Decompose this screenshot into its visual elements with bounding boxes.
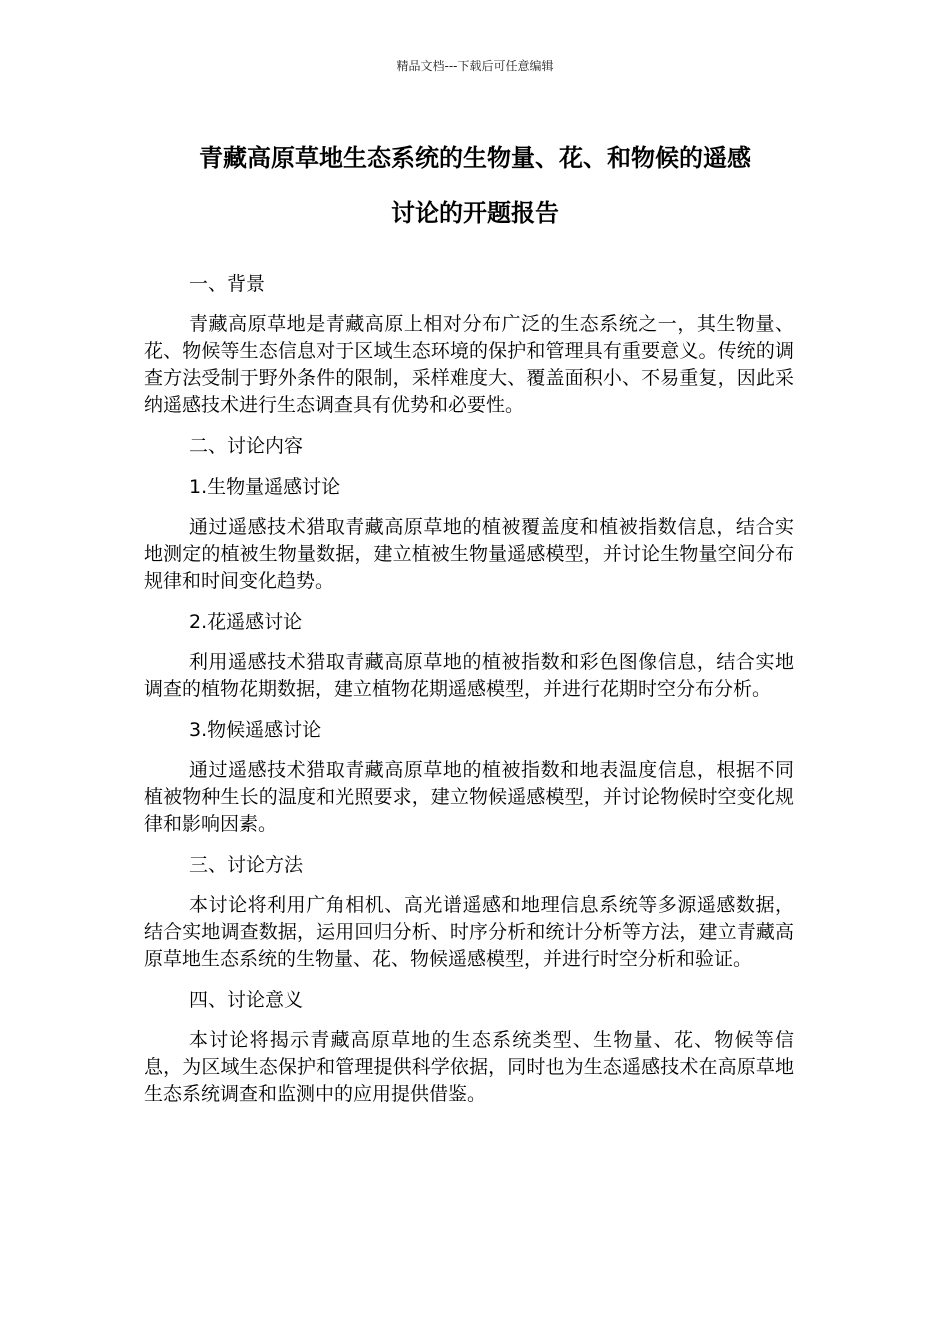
paragraph-biomass: 通过遥感技术猎取青藏高原草地的植被覆盖度和植被指数信息，结合实地测定的植被生物量数据，建立植被生物量遥感模型，并讨论生物量空间分布规律和时间变化趋势。	[144, 516, 794, 592]
paragraph-background: 青藏高原草地是青藏高原上相对分布广泛的生态系统之一，其生物量、花、物候等生态信息对于区域生态环境的保护和管理具有重要意义。传统的调查方法受制于野外条件的限制，采样难度大、覆盖面积小、不易重复，因此采纳遥感技术进行生态调查具有优势和必要性。	[144, 313, 794, 416]
section-heading-content: 二、讨论内容	[189, 435, 304, 457]
paragraph-flower: 利用遥感技术猎取青藏高原草地的植被指数和彩色图像信息，结合实地调查的植物花期数据，建立植物花期遥感模型，并进行花期时空分布分析。	[144, 651, 794, 700]
document-title-line-2: 讨论的开题报告	[391, 199, 559, 227]
section-heading-background: 一、背景	[189, 273, 266, 295]
section-heading-significance: 四、讨论意义	[189, 989, 304, 1011]
document-body	[144, 270, 794, 1121]
paragraph-method: 本讨论将利用广角相机、高光谱遥感和地理信息系统等多源遥感数据，结合实地调查数据，运用回归分析、时序分析和统计分析等方法，建立青藏高原草地生态系统的生物量、花、物候遥感模型，并进行时空分析和验证。	[144, 894, 794, 970]
subheading-biomass: 1.生物量遥感讨论	[189, 476, 341, 498]
subheading-phenology: 3.物候遥感讨论	[189, 719, 322, 741]
document-title-line-1: 青藏高原草地生态系统的生物量、花、和物候的遥感	[199, 144, 751, 172]
header-note: 精品文档---下载后可任意编辑	[396, 59, 554, 73]
paragraph-phenology: 通过遥感技术猎取青藏高原草地的植被指数和地表温度信息，根据不同植被物种生长的温度和光照要求，建立物候遥感模型，并讨论物候时空变化规律和影响因素。	[144, 759, 794, 835]
section-heading-method: 三、讨论方法	[189, 854, 304, 876]
subheading-flower: 2.花遥感讨论	[189, 611, 303, 633]
paragraph-significance: 本讨论将揭示青藏高原草地的生态系统类型、生物量、花、物候等信息，为区域生态保护和管理提供科学依据，同时也为生态遥感技术在高原草地生态系统调查和监测中的应用提供借鉴。	[144, 1029, 794, 1105]
